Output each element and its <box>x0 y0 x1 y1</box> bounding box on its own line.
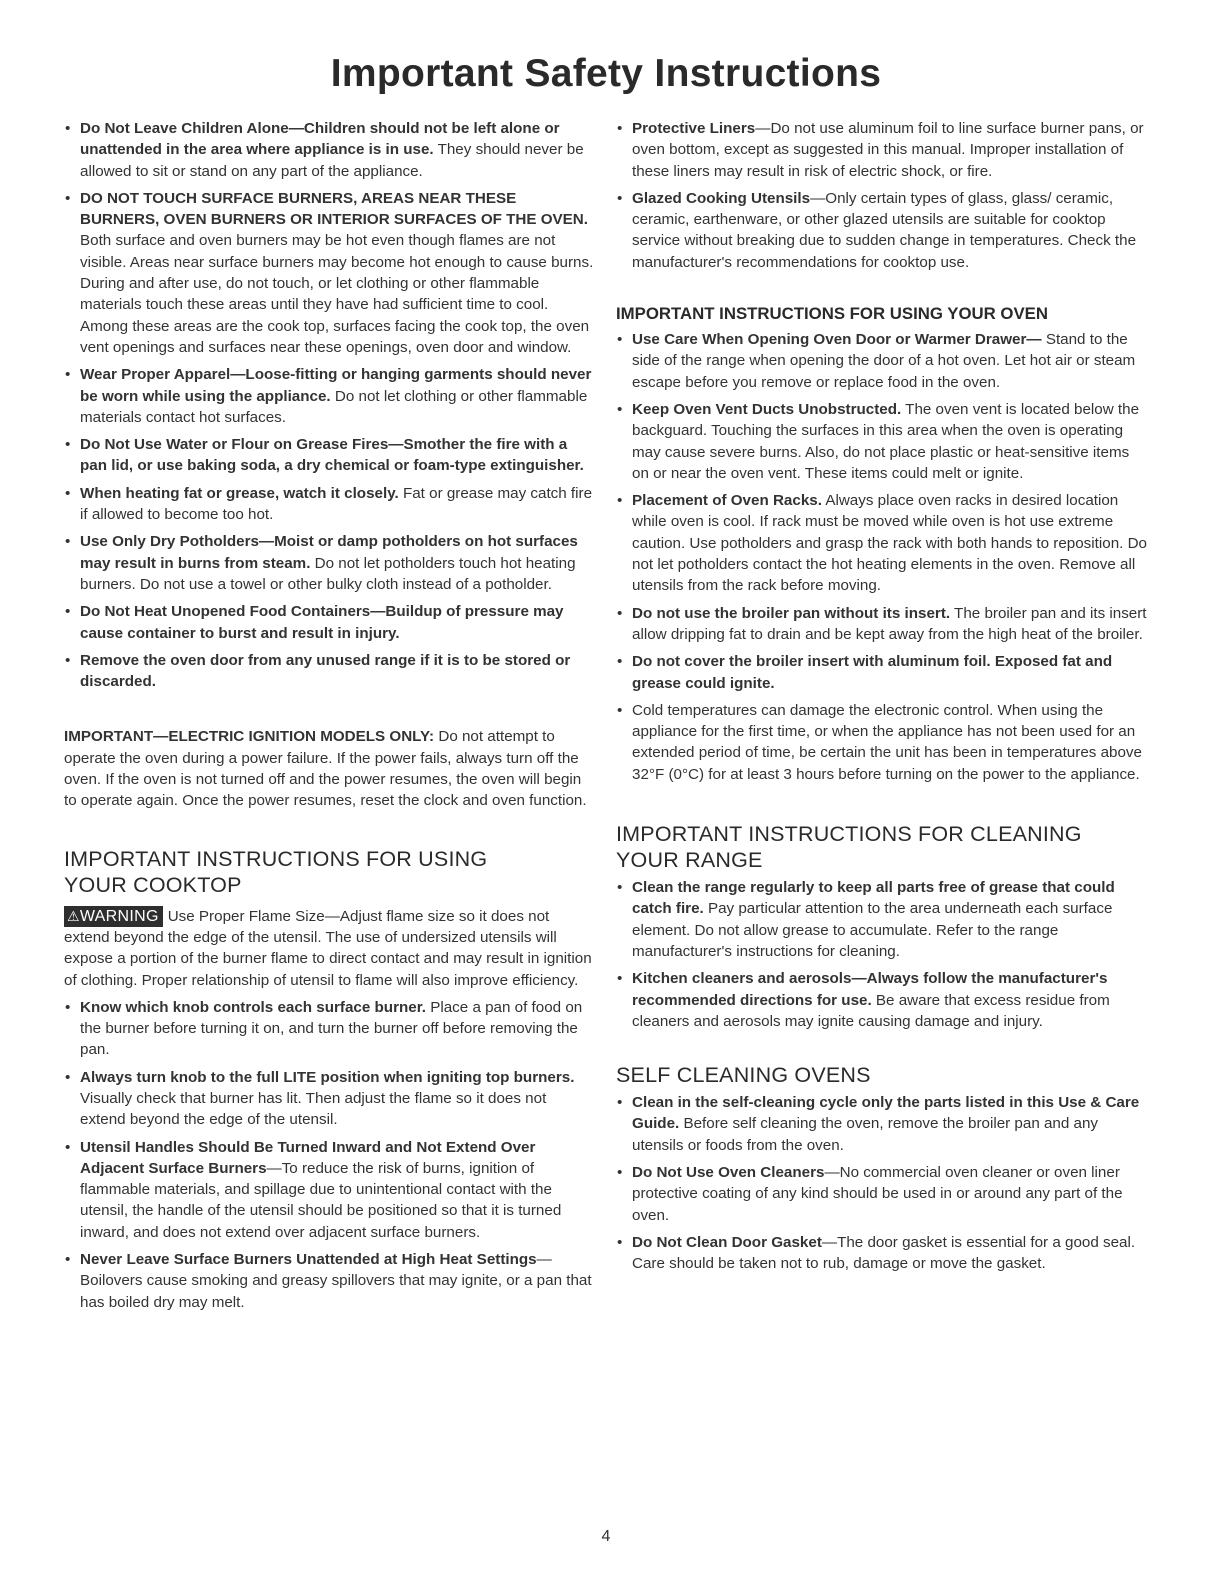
list-item-body: Both surface and oven burners may be hot even though flames are not visible. Areas near surface burners may become hot enough to cause burns. During and after use, do not touch, or let clothing or other flammable materials touch these areas until they have had sufficient time to cool. Among these areas are the cook top, surfaces facing the cook top, the oven vent openings and surfaces near these openings, oven door and window. <box>80 232 594 356</box>
bullet-icon: • <box>617 653 623 671</box>
list-item <box>64 188 596 358</box>
bullet-icon: • <box>617 1163 623 1181</box>
cooktop-heading <box>64 846 596 898</box>
list-item <box>616 968 1150 1032</box>
list-item-body: Do not let potholders touch hot heating burners. Do not use a towel or other bulky cloth instead of a potholder. <box>80 554 576 593</box>
cooktop-heading-line2: YOUR COOKTOP <box>64 872 242 897</box>
list-item <box>64 650 596 693</box>
list-item-lead: Glazed Cooking Utensils <box>632 189 811 207</box>
list-item <box>616 399 1150 484</box>
list-item-lead: Never Leave Surface Burners Unattended at High Heat Settings <box>80 1251 537 1269</box>
right-column <box>616 118 1150 1280</box>
list-item <box>64 1137 596 1243</box>
list-item-lead: Do Not Use Oven Cleaners <box>632 1163 825 1181</box>
cooktop-heading-line1: IMPORTANT INSTRUCTIONS FOR USING <box>64 846 488 871</box>
list-item-lead: Do Not Use Water or Flour on Grease Fires—Smother the fire with a pan lid, or use baking soda, a dry chemical or foam-type extinguisher. <box>80 436 584 475</box>
bullet-icon: • <box>65 998 71 1016</box>
cleaning-list <box>616 877 1150 1032</box>
list-item-body: Fat or grease may catch fire if allowed to become too hot. <box>80 484 593 524</box>
bullet-icon: • <box>65 366 71 384</box>
liners-utensils-list <box>616 118 1150 273</box>
list-item-body: Always place oven racks in desired location while oven is cool. If rack must be moved while oven is hot use extreme caution. Use potholders and grasp the rack with both hands to reposition. Do not let potholders contact the hot heating elements in the oven. Remove all utensils from the rack before moving. <box>632 492 1147 595</box>
cleaning-heading-line1: IMPORTANT INSTRUCTIONS FOR CLEANING <box>616 822 1082 847</box>
list-item <box>616 1232 1150 1275</box>
warning-badge <box>64 906 163 927</box>
bullet-icon: • <box>617 400 623 418</box>
list-item <box>64 483 596 526</box>
list-item-lead: Kitchen cleaners and aerosols—Always follow the manufacturer's recommended directions for use. <box>632 970 1108 1009</box>
list-item-lead: Utensil Handles Should Be Turned Inward and Not Extend Over Adjacent Surface Burners <box>80 1138 536 1177</box>
list-item-body: —Boilovers cause smoking and greasy spillovers that may ignite, or a pan that has boiled dry may melt. <box>80 1251 592 1311</box>
list-item <box>64 1249 596 1313</box>
list-item-body: Stand to the side of the range when opening the door of a hot oven. Let hot air or steam escape before you remove or replace food in the oven. <box>632 331 1136 391</box>
list-item-body: Visually check that burner has lit. Then adjust the flame so it does not extend beyond the edge of the utensil. <box>80 1089 547 1129</box>
list-item-lead: Use Only Dry Potholders—Moist or damp potholders on hot surfaces may result in burns from steam. <box>80 533 578 572</box>
list-item <box>616 188 1150 273</box>
oven-section <box>616 303 1150 785</box>
electric-ignition-lead: IMPORTANT—ELECTRIC IGNITION MODELS ONLY: <box>64 728 435 746</box>
flame-size-lead: Use Proper Flame Size <box>167 907 325 925</box>
list-item-lead: Do Not Leave Children Alone—Children should not be left alone or unattended in the area where appliance is in use. <box>80 120 560 159</box>
cooktop-section <box>64 846 596 1313</box>
list-item <box>64 434 596 477</box>
list-item-lead: Remove the oven door from any unused range if it is to be stored or discarded. <box>80 651 571 691</box>
list-item-lead: DO NOT TOUCH SURFACE BURNERS, AREAS NEAR THESE BURNERS, OVEN BURNERS OR INTERIOR SURFACES OF THE OVEN. <box>80 189 588 229</box>
flame-size-body: —Adjust flame size so it does not extend beyond the edge of the utensil. The use of undersized utensils will expose a portion of the burner flame to direct contact and may result in ignition of clothing. Proper relationship of utensil to flame will also improve efficiency. <box>64 907 592 989</box>
list-item <box>616 651 1150 694</box>
self-cleaning-heading: SELF CLEANING OVENS <box>616 1063 871 1088</box>
list-item-body: —Only certain types of glass, glass/ ceramic, ceramic, earthenware, or other glazed utensils are suitable for cooktop service without breaking due to sudden change in temperatures. Check the manufacturer's recommendations for cooktop use. <box>632 189 1137 271</box>
self-cleaning-section <box>616 1062 1150 1274</box>
list-item <box>616 1092 1150 1156</box>
list-item-body: —To reduce the risk of burns, ignition of flammable materials, and spillage due to unintentional contact with the utensil, the handle of the utensil should be positioned so that it is turned inward, and does not extend over adjacent surface burners. <box>80 1159 562 1241</box>
list-item-lead: When heating fat or grease, watch it closely. <box>80 484 399 502</box>
bullet-icon: • <box>617 701 623 719</box>
bullet-icon: • <box>617 1094 623 1112</box>
bullet-icon: • <box>617 879 623 897</box>
cleaning-section <box>616 821 1150 1032</box>
page-number: 4 <box>601 1528 611 1545</box>
list-item-body: —The door gasket is essential for a good seal. Care should be taken not to rub, damage or move the gasket. <box>632 1233 1136 1273</box>
bullet-icon: • <box>65 436 71 454</box>
oven-heading: IMPORTANT INSTRUCTIONS FOR USING YOUR OVEN <box>616 304 1048 324</box>
list-item-lead: Know which knob controls each surface burner. <box>80 998 427 1016</box>
bullet-icon: • <box>65 1251 71 1269</box>
cleaning-heading-line2: YOUR RANGE <box>616 848 763 873</box>
electric-ignition-note <box>64 726 596 811</box>
list-item-body: Cold temperatures can damage the electronic control. When using the appliance for the first time, or when the appliance has not been used for an extended period of time, be certain the unit has been in temperatures above 32°F (0°C) for at least 3 hours before turning on the power to the appliance. <box>632 701 1142 783</box>
warning-badge-label: WARNING <box>79 907 159 925</box>
list-item-lead: Do Not Clean Door Gasket <box>632 1233 822 1251</box>
list-item-lead: Do not use the broiler pan without its insert. <box>632 604 951 622</box>
bullet-icon: • <box>617 1233 623 1251</box>
list-item-lead: Clean in the self-cleaning cycle only the parts listed in this Use & Care Guide. <box>632 1094 1140 1133</box>
left-column <box>64 118 596 1319</box>
bullet-icon: • <box>65 533 71 551</box>
bullet-icon: • <box>65 189 71 207</box>
list-item <box>616 490 1150 596</box>
bullet-icon: • <box>617 604 623 622</box>
list-item-body: The broiler pan and its insert allow dripping fat to drain and be kept away from the high heat of the broiler. <box>632 604 1147 643</box>
list-item-body: Be aware that excess residue from cleaners and aerosols may ignite causing damage and injury. <box>632 991 1110 1030</box>
bullet-icon: • <box>617 120 623 137</box>
list-item-lead: Keep Oven Vent Ducts Unobstructed. <box>632 400 902 418</box>
list-item <box>616 118 1150 182</box>
list-item <box>64 601 596 644</box>
bullet-icon: • <box>617 970 623 988</box>
list-item-body: Do not let clothing or other flammable materials contact hot surfaces. <box>80 387 588 426</box>
list-item-lead: Clean the range regularly to keep all parts free of grease that could catch fire. <box>632 879 1115 918</box>
list-item <box>64 118 596 182</box>
bullet-icon: • <box>617 331 623 349</box>
list-item-lead: Protective Liners <box>632 120 756 137</box>
bullet-icon: • <box>65 603 71 621</box>
list-item <box>64 1067 596 1131</box>
list-item <box>616 1162 1150 1226</box>
list-item <box>64 997 596 1061</box>
list-item <box>64 531 596 595</box>
list-item-body: The oven vent is located below the backguard. Touching the surfaces in this area when the oven is operating may cause severe burns. Also, do not place plastic or heat-sensitive items on or near the oven vent. These items could melt or ignite. <box>632 400 1140 482</box>
list-item <box>616 603 1150 646</box>
self-cleaning-list <box>616 1092 1150 1274</box>
oven-list <box>616 329 1150 785</box>
list-item-lead: Wear Proper Apparel—Loose-fitting or hanging garments should never be worn while using the appliance. <box>80 366 592 405</box>
page-title: Important Safety Instructions <box>330 52 882 95</box>
list-item-lead: Use Care When Opening Oven Door or Warmer Drawer— <box>632 331 1042 349</box>
list-item-body: —No commercial oven cleaner or oven liner protective coating of any kind should be used in or around any part of the oven. <box>632 1163 1123 1224</box>
list-item <box>616 329 1150 393</box>
list-item <box>616 700 1150 785</box>
general-safety-list <box>64 118 596 692</box>
bullet-icon: • <box>65 1138 71 1156</box>
bullet-icon: • <box>65 1068 71 1086</box>
list-item-body: Pay particular attention to the area underneath each surface element. Do not allow grease to accumulate. Refer to the range manufacturer's instructions for cleaning. <box>632 900 1113 960</box>
list-item <box>64 364 596 428</box>
list-item <box>616 877 1150 962</box>
list-item-body: Before self cleaning the oven, remove the broiler pan and any utensils or foods from the oven. <box>632 1115 1099 1154</box>
list-item-lead: Do not cover the broiler insert with aluminum foil. Exposed fat and grease could ignite. <box>632 653 1113 692</box>
list-item-lead: Do Not Heat Unopened Food Containers—Buildup of pressure may cause container to burst and result in injury. <box>80 603 564 642</box>
electric-ignition-body: Do not attempt to operate the oven during a power failure. If the power fails, always turn off the oven. If the oven is not turned off and the power resumes, the oven will begin to operate again. Once the power resumes, reset the clock and oven function. <box>64 728 587 810</box>
list-item-body: —Do not use aluminum foil to line surface burner pans, or oven bottom, except as suggested in this manual. Improper installation of these liners may result in risk of electric shock, or fire. <box>632 120 1144 180</box>
bullet-icon: • <box>65 120 71 137</box>
warning-triangle-icon: ⚠ <box>67 907 80 924</box>
bullet-icon: • <box>617 492 623 510</box>
list-item-body: Place a pan of food on the burner before turning it on, and turn the burner off before removing the pan. <box>80 998 583 1059</box>
list-item-lead: Placement of Oven Racks. <box>632 492 822 510</box>
list-item-body: They should never be allowed to sit or stand on any part of the appliance. <box>80 141 584 180</box>
cooktop-list <box>64 997 596 1313</box>
bullet-icon: • <box>65 651 71 669</box>
flame-size-warning <box>64 906 596 991</box>
bullet-icon: • <box>617 189 623 207</box>
list-item-lead: Always turn knob to the full LITE position when igniting top burners. <box>80 1068 575 1086</box>
bullet-icon: • <box>65 484 71 502</box>
cleaning-heading <box>616 821 1150 873</box>
